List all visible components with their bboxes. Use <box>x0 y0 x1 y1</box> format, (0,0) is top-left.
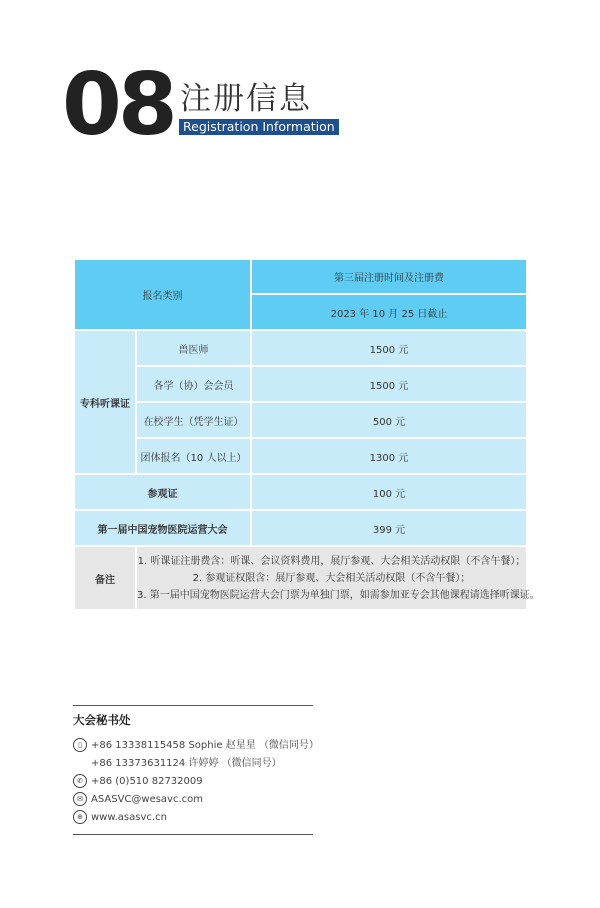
registration-type: 团体报名（10 人以上） <box>136 438 251 474</box>
registration-fee: 1500 元 <box>251 366 527 402</box>
registration-fee: 1500 元 <box>251 330 527 366</box>
note-item: 1. 听课证注册费含：听课、会议资料费用，展厅参观、大会相关活动权限（不含午餐）； <box>137 555 526 567</box>
registration-type: 第一届中国宠物医院运营大会 <box>74 510 251 546</box>
contact-phone-1: ▯ +86 13338115458 Sophie 赵星星 （微信同号） <box>73 738 319 754</box>
table-row <box>74 330 527 366</box>
table-row <box>74 474 527 510</box>
mobile-icon: ▯ <box>73 738 87 752</box>
globe-icon: ⊕ <box>73 810 87 824</box>
registration-type: 参观证 <box>74 474 251 510</box>
phone-icon: ✆ <box>73 774 87 788</box>
contact-tel: ✆ +86 (0)510 82732009 <box>73 774 203 790</box>
registration-fee: 1300 元 <box>251 438 527 474</box>
registration-fee: 500 元 <box>251 402 527 438</box>
registration-type: 各学（协）会会员 <box>136 366 251 402</box>
period-header: 第三届注册时间及注册费 <box>251 259 527 294</box>
section-title: 注册信息 <box>180 81 312 117</box>
registration-type: 兽医师 <box>136 330 251 366</box>
registration-type: 在校学生（凭学生证） <box>136 402 251 438</box>
section-number: 08 <box>62 55 174 155</box>
contact-phone-2: +86 13373631124 许婷婷 （微信同号） <box>91 758 282 769</box>
contact-title: 大会秘书处 <box>73 713 131 727</box>
notes-cell <box>136 546 540 610</box>
notes-label: 备注 <box>74 546 136 610</box>
table-row <box>74 366 527 402</box>
divider <box>73 834 313 835</box>
registration-fee: 399 元 <box>251 510 527 546</box>
registration-fee: 100 元 <box>251 474 527 510</box>
contact-website[interactable]: ⊕ www.asasvc.cn <box>73 810 167 826</box>
note-item: 2. 参观证权限含：展厅参观、大会相关活动权限（不含午餐）； <box>192 572 471 584</box>
category-header: 报名类别 <box>74 259 251 330</box>
group-label: 专科听课证 <box>74 330 136 474</box>
email-icon: ✉ <box>73 792 87 806</box>
table-row <box>74 510 527 546</box>
deadline-header: 2023 年 10 月 25 日截止 <box>251 294 527 330</box>
contact-email[interactable]: ✉ ASASVC@wesavc.com <box>73 792 203 808</box>
notes-row <box>74 546 527 610</box>
registration-table <box>73 258 540 611</box>
table-row <box>74 438 527 474</box>
table-row <box>74 402 527 438</box>
divider <box>73 705 313 706</box>
note-item: 3. 第一届中国宠物医院运营大会门票为单独门票，如需参加亚专会其他课程请选择听课证。 <box>137 589 540 601</box>
section-subtitle: Registration Information <box>179 119 339 135</box>
